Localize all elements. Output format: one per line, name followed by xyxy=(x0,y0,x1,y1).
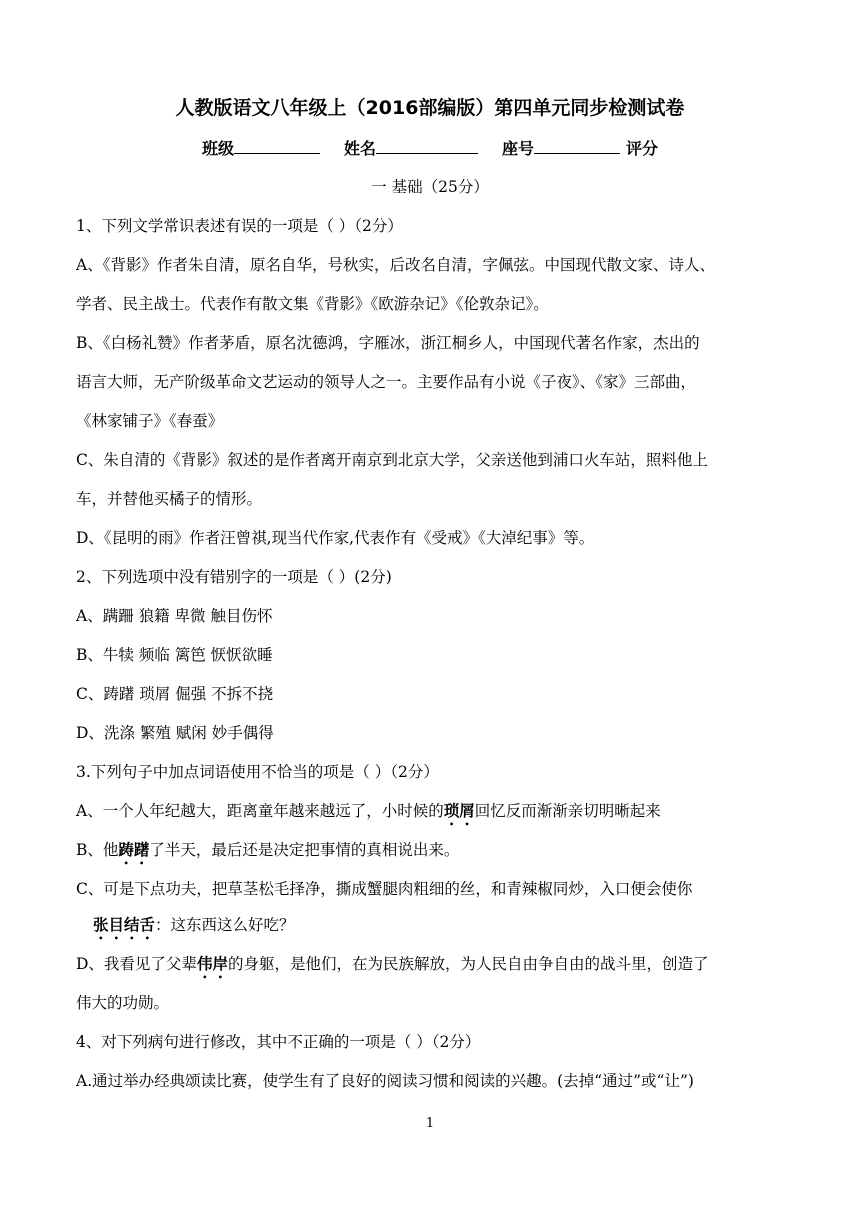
q1-option-a-line1: A、《背影》作者朱自清，原名自华，号秋实，后改名自清，字佩弦。中国现代散文家、诗人、 xyxy=(76,256,715,274)
page-title: 人教版语文八年级上（2016部编版）第四单元同步检测试卷 xyxy=(175,97,685,119)
q3-option-b xyxy=(76,839,459,868)
q2-option-d: D、洗涤 繁殖 赋闲 妙手偶得 xyxy=(76,724,274,742)
q3-c-text-after: ：这东西这么好吃？ xyxy=(155,916,295,934)
q1-option-a-line2: 学者、民主战士。代表作有散文集《背影》《欧游杂记》《伦敦杂记》。 xyxy=(76,295,549,313)
q3-option-a xyxy=(76,800,661,829)
q3-b-text-before: B、他 xyxy=(76,841,119,859)
q3-option-d-line1 xyxy=(76,953,708,982)
q1-option-c-line2: 车，并替他买橘子的情形。 xyxy=(76,490,263,508)
q3-b-text-after: 了半天，最后还是决定把事情的真相说出来。 xyxy=(149,841,460,859)
q1-stem: 1、下列文学常识表述有误的一项是（ ）（2分） xyxy=(76,217,403,235)
q4-stem: 4、对下列病句进行修改，其中不正确的一项是（ ）（2分） xyxy=(76,1033,481,1051)
section-heading: 一 基础（25分） xyxy=(371,178,489,196)
student-info-line xyxy=(0,137,860,160)
q4-option-a: A.通过举办经典颂读比赛，使学生有了良好的阅读习惯和阅读的兴趣。(去掉“通过”或“让”) xyxy=(76,1072,694,1090)
q3-d-text-after: 的身躯，是他们，在为民族解放，为人民自由争自由的战斗里，创造了 xyxy=(227,955,709,973)
seat-label: 座号 xyxy=(502,139,535,158)
q3-stem: 3.下列句子中加点词语使用不恰当的项是（ ）（2分） xyxy=(76,763,439,781)
class-blank[interactable] xyxy=(234,137,320,154)
q1-option-b-line3: 《林家铺子》《春蚕》 xyxy=(76,412,224,430)
class-label: 班级 xyxy=(201,139,234,158)
q1-option-c-line1: C、朱自清的《背影》叙述的是作者离开南京到北京大学，父亲送他到浦口火车站，照料他上 xyxy=(76,451,708,469)
q1-option-b-line1: B、《白杨礼赞》作者茅盾，原名沈德鸿，字雁冰，浙江桐乡人，中国现代著名作家，杰出的 xyxy=(76,334,700,352)
q2-option-a: A、蹒跚 狼籍 卑微 触目伤怀 xyxy=(76,607,273,625)
q2-stem: 2、下列选项中没有错别字的一项是（ ）(2分) xyxy=(76,568,392,586)
page-number: 1 xyxy=(425,1116,435,1131)
q3-option-d-line2: 伟大的功勋。 xyxy=(76,994,170,1012)
name-blank[interactable] xyxy=(376,137,478,154)
q3-option-c-line2 xyxy=(93,914,295,943)
q3-b-dotted-word: 踌躇 xyxy=(118,841,150,859)
q1-option-d: D、《昆明的雨》作者汪曾祺,现当代作家,代表作有《受戒》《大淖纪事》等。 xyxy=(76,529,595,547)
q1-option-b-line2: 语言大师，无产阶级革命文艺运动的领导人之一。主要作品有小说《子夜》、《家》三部曲， xyxy=(76,373,697,391)
q3-option-c-line1: C、可是下点功夫，把草茎松毛择净，撕成蟹腿肉粗细的丝，和青辣椒同炒，入口便会使你 xyxy=(76,880,693,898)
q2-option-c: C、踌躇 琐屑 倔强 不拆不挠 xyxy=(76,685,274,703)
score-label: 评分 xyxy=(626,139,659,158)
seat-blank[interactable] xyxy=(534,137,620,154)
q3-c-dotted-word: 张目结舌 xyxy=(93,916,156,934)
q3-a-text-after: 回忆反而渐渐亲切明晰起来 xyxy=(474,802,661,820)
name-label: 姓名 xyxy=(343,139,376,158)
q2-option-b: B、牛犊 频临 篱笆 恹恹欲睡 xyxy=(76,646,273,664)
q3-a-text-before: A、一个人年纪越大，距离童年越来越远了，小时候的 xyxy=(76,802,444,820)
q3-a-dotted-word: 琐屑 xyxy=(443,802,475,820)
q3-d-text-before: D、我看见了父辈 xyxy=(76,955,197,973)
q3-d-dotted-word: 伟岸 xyxy=(196,955,228,973)
